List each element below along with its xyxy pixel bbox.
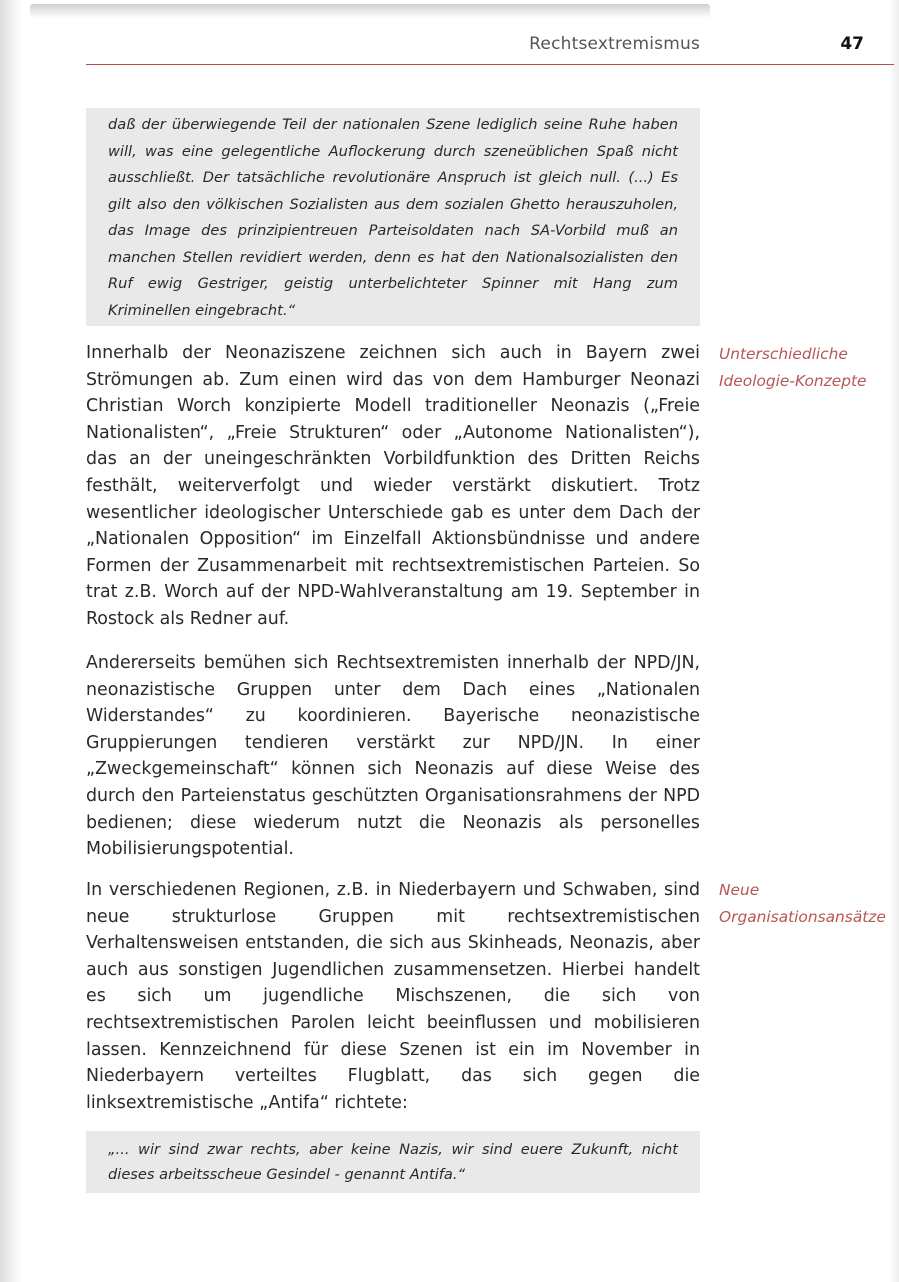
paragraph-regional-groups: In verschiedenen Regionen, z.B. in Niederbayern und Schwaben, sind neue strukturlose Gruppen mit rechtsextremistischen Verhaltensweisen entstanden, die sich aus Skinheads, Neonazis, aber auch aus sonstigen Jugendlichen zusammensetzen. Hierbei handelt es sich um jugendliche Mischszenen, die sich von rechtsextremistischen Parolen leicht beeinflussen und mobilisieren lassen. Kennzeichnend für diese Szenen ist ein im November in Niederbayern verteiltes Flugblatt, das sich gegen die linksextremistische „Antifa“ richtete: [86, 880, 700, 1113]
margin-note-ideology-concepts: Unterschiedliche Ideologie-Konzepte [719, 345, 867, 391]
running-header-title: Rechtsextremismus [529, 34, 700, 54]
page-right-edge [889, 0, 899, 1282]
quote-box-bottom [86, 1131, 700, 1193]
paragraph-npd-coordination: Andererseits bemühen sich Rechtsextremisten innerhalb der NPD/JN, neonazistische Gruppen unter dem Dach eines „Nationalen Widerstandes“ zu koordinieren. Bayerische neonazistische Gruppierungen tendieren verstärkt zur NPD/JN. In einer „Zweckgemeinschaft“ können sich Neonazis auf diese Weise des durch den Parteienstatus geschützten Organisationsrahmens der NPD bedienen; diese wiederum nutzt die Neonazis als personelles Mobilisierungspotential. [86, 653, 700, 860]
quote-bottom-text: „... wir sind zwar rechts, aber keine Nazis, wir sind euere Zukunft, nicht dieses arbeitsscheue Gesindel - genannt Antifa.“ [108, 1141, 678, 1183]
page-left-shadow [0, 0, 22, 1282]
page-top-shadow [30, 4, 710, 18]
header-rule [86, 64, 894, 65]
paragraph-neonazi-currents: Innerhalb der Neonaziszene zeichnen sich auch in Bayern zwei Strömungen ab. Zum einen wird das von dem Hamburger Neonazi Christian Worch konzipierte Modell traditioneller Neonazis („Freie Nationalisten“, „Freie Strukturen“ oder „Autonome Nationalisten“), das an der uneingeschränkten Vorbildfunktion des Dritten Reichs festhält, weiterverfolgt und wieder verstärkt diskutiert. Trotz wesentlicher ideologischer Unterschiede gab es unter dem Dach der „Nationalen Opposition“ im Einzelfall Aktionsbündnisse und andere Formen der Zusammenarbeit mit rechtsextremistischen Parteien. So trat z.B. Worch auf der NPD-Wahlveranstaltung am 19. September in Rostock als Redner auf. [86, 343, 700, 629]
quote-box-top [86, 108, 700, 326]
quote-top-text: daß der überwiegende Teil der nationalen Szene lediglich seine Ruhe haben will, was eine gelegentliche Auflockerung durch szeneüblichen Spaß nicht ausschließt. Der tatsächliche revolutionäre Anspruch ist gleich null. (...) Es gilt also den völkischen Sozialisten aus dem sozialen Ghetto herauszuholen, das Image des prinzipientreuen Parteisoldaten nach SA-Vorbild muß an manchen Stellen revidiert werden, denn es hat den Nationalsozialisten den Ruf ewig Gestriger, geistig unterbelichteter Spinner mit Hang zum Kriminellen eingebracht.“ [108, 116, 678, 319]
page-number: 47 [840, 34, 864, 54]
margin-note-organisation-approaches: Neue Organisationsansätze [719, 881, 886, 927]
